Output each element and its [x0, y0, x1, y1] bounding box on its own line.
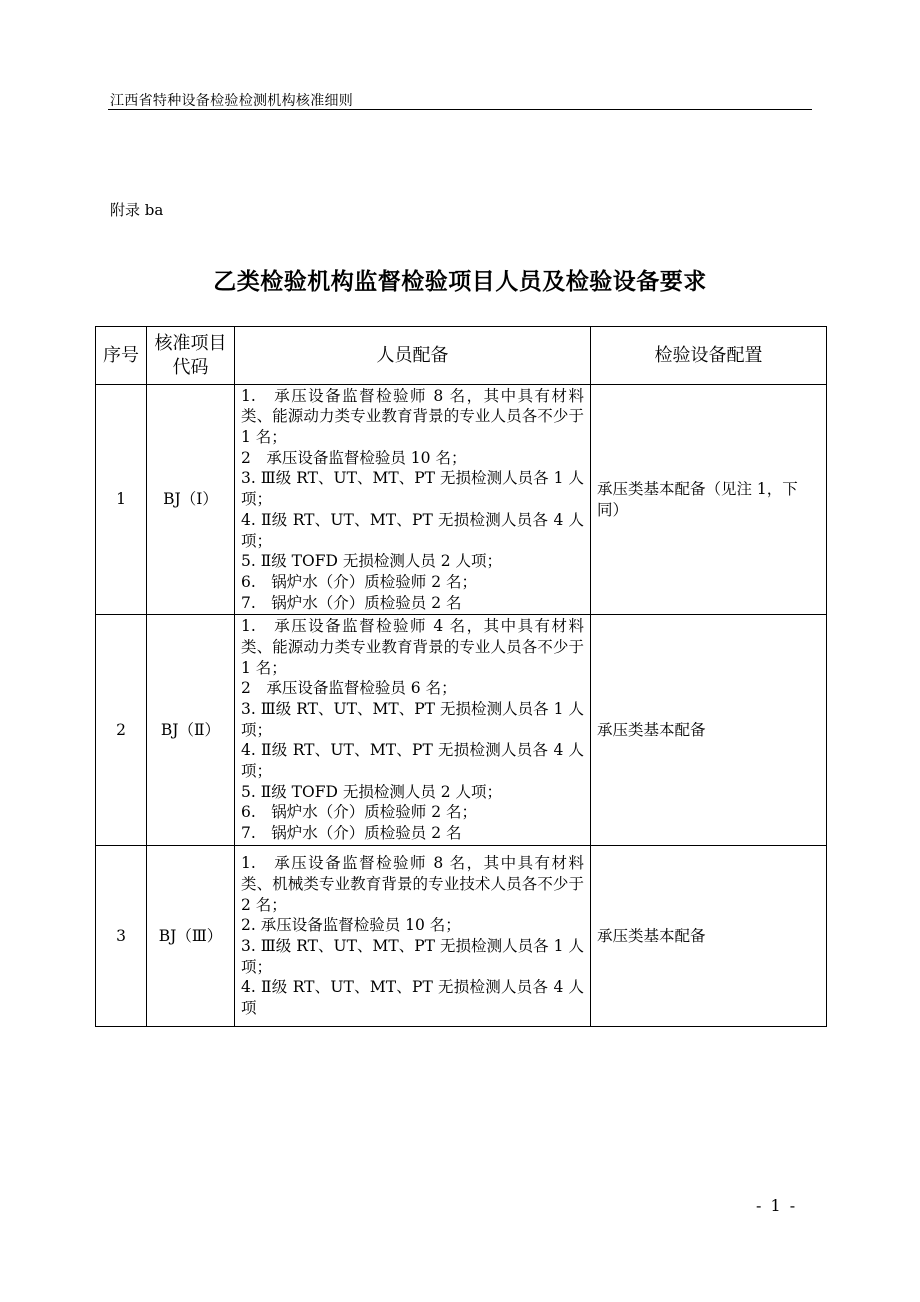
staff-line: 2 承压设备监督检验员 10 名； — [241, 448, 467, 467]
row-code: BJ（Ⅲ） — [147, 846, 235, 1027]
row-staff — [235, 615, 591, 846]
header-index: 序号 — [96, 327, 147, 385]
staff-line: 6. 锅炉水（介）质检验师 2 名； — [241, 572, 478, 591]
staff-line: 7. 锅炉水（介）质检验员 2 名 — [241, 593, 462, 612]
staff-line: 2 承压设备监督检验员 6 名； — [241, 679, 457, 698]
staff-line: 4. Ⅱ级 RT、UT、MT、PT 无损检测人员各 4 人项； — [241, 510, 584, 550]
table-header-row — [96, 327, 827, 385]
staff-line: 2. 承压设备监督检验员 10 名； — [241, 916, 461, 935]
row-code: BJ（Ⅰ） — [147, 385, 235, 615]
row-equipment: 承压类基本配备 — [591, 846, 827, 1027]
row-index: 3 — [96, 846, 147, 1027]
row-equipment: 承压类基本配备（见注 1，下同） — [591, 385, 827, 615]
staff-line: 1. 承压设备监督检验师 4 名，其中具有材料类、能源动力类专业教育背景的专业人员各不少于 1 名； — [241, 617, 589, 677]
staff-line: 5. Ⅱ级 TOFD 无损检测人员 2 人项； — [241, 782, 503, 801]
row-code: BJ（Ⅱ） — [147, 615, 235, 846]
row-index: 2 — [96, 615, 147, 846]
staff-line: 5. Ⅱ级 TOFD 无损检测人员 2 人项； — [241, 552, 503, 571]
staff-line: 7. 锅炉水（介）质检验员 2 名 — [241, 824, 462, 843]
header-rule — [108, 109, 812, 110]
header-code: 核准项目代码 — [147, 327, 235, 385]
appendix-label: 附录 ba — [110, 201, 164, 219]
row-index: 1 — [96, 385, 147, 615]
staff-line: 1. 承压设备监督检验师 8 名，其中具有材料类、能源动力类专业教育背景的专业人员各不少于 1 名； — [241, 386, 589, 447]
row-staff — [235, 385, 591, 615]
running-header: 江西省特种设备检验检测机构核准细则 — [110, 93, 354, 109]
document-title: 乙类检验机构监督检验项目人员及检验设备要求 — [213, 268, 707, 295]
row-equipment: 承压类基本配备 — [591, 615, 827, 846]
page-number: - 1 - — [756, 1196, 798, 1215]
staff-line: 3. Ⅲ级 RT、UT、MT、PT 无损检测人员各 1 人项； — [241, 699, 584, 739]
table-row — [96, 385, 827, 615]
staff-line: 3. Ⅲ级 RT、UT、MT、PT 无损检测人员各 1 人项； — [241, 469, 584, 509]
staff-line: 4. Ⅱ级 RT、UT、MT、PT 无损检测人员各 4 人项 — [241, 978, 584, 1018]
requirements-table — [95, 326, 827, 1027]
row-staff — [235, 846, 591, 1027]
staff-line: 3. Ⅲ级 RT、UT、MT、PT 无损检测人员各 1 人项； — [241, 937, 584, 976]
staff-line: 4. Ⅱ级 RT、UT、MT、PT 无损检测人员各 4 人项； — [241, 741, 584, 781]
table-row — [96, 846, 827, 1027]
staff-line: 1. 承压设备监督检验师 8 名，其中具有材料类、机械类专业教育背景的专业技术人员各不少于 2 名； — [241, 854, 589, 914]
header-equipment: 检验设备配置 — [591, 327, 827, 385]
staff-line: 6. 锅炉水（介）质检验师 2 名； — [241, 803, 478, 822]
header-staff: 人员配备 — [235, 327, 591, 385]
table-row — [96, 615, 827, 846]
